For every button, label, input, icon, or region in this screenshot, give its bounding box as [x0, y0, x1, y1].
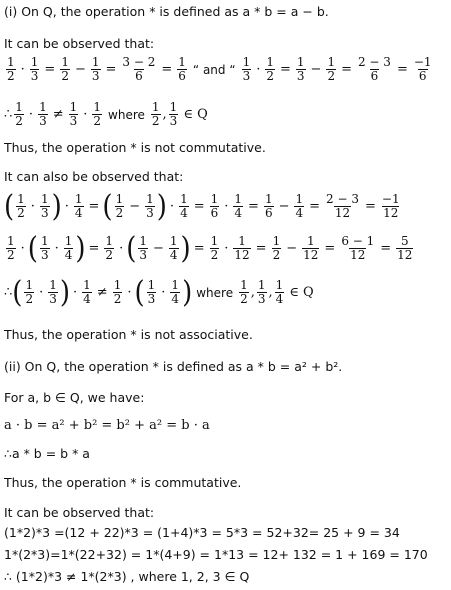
commutative-check-row: $\frac{1}{2}$ · $\frac{1}{3}$ = $\frac{1}{2}$ − $\frac{1}{3}$ = $\frac{3 - 2}{6}$ = $\frac{1}{6}$ “ and “ $\frac{1}{3}$ · $\frac{1}{2}$ = $\frac{1}{3}$ − $\frac{1}{2}$ = $\frac{2 - 3}{6}$ = $\frac{-1}{6}$: [7, 55, 432, 83]
not-associative-text: Thus, the operation * is not associative.: [4, 327, 253, 342]
observed-1: It can be observed that:: [4, 36, 155, 51]
commutative-text: Thus, the operation * is commutative.: [4, 475, 242, 490]
assoc-not-equal-row: ∴ ( $\frac{1}{2}$ · $\frac{1}{3}$ ) · $\frac{1}{4}$ ≠ $\frac{1}{2}$ · ( $\frac{1}{3}$ · $\frac{1}{4}$ ) where $\frac{1}{2}$ , $\frac{1}{3}$ , $\frac{1}{4}$ ∈ Q: [4, 275, 314, 310]
observed-2: It can also be observed that:: [4, 169, 184, 184]
for-a-b-text: For a, b ∈ Q, we have:: [4, 390, 145, 405]
therefore-a-b: ∴a * b = b * a: [4, 446, 90, 461]
commutative-equation: a · b = a² + b² = b² + a² = b · a: [4, 418, 210, 433]
q2-intro: (ii) On Q, the operation * is defined as a * b = a² + b².: [4, 359, 343, 374]
calculation-3: ∴ (1*2)*3 ≠ 1*(2*3) , where 1, 2, 3 ∈ Q: [4, 569, 250, 584]
q1-intro: (i) On Q, the operation * is defined as a * b = a − b.: [4, 4, 329, 19]
assoc-left-row: ( $\frac{1}{2}$ · $\frac{1}{3}$ ) · $\frac{1}{4}$ = ( $\frac{1}{2}$ − $\frac{1}{3}$ ) · $\frac{1}{4}$ = $\frac{1}{6}$ · $\frac{1}{4}$ = $\frac{1}{6}$ − $\frac{1}{4}$ = $\frac{2 - 3}{12}$ = $\frac{-1}{12}$: [4, 189, 400, 224]
calculation-2: 1*(2*3)=1*(22+32) = 1*(4+9) = 1*13 = 12+ 132 = 1 + 169 = 170: [4, 547, 428, 562]
not-equal-row: ∴ $\frac{1}{2}$ · $\frac{1}{3}$ ≠ $\frac{1}{3}$ · $\frac{1}{2}$ where $\frac{1}{2}$ , $\frac{1}{3}$ ∈ Q: [4, 100, 208, 128]
assoc-right-row: $\frac{1}{2}$ · ( $\frac{1}{3}$ · $\frac{1}{4}$ ) = $\frac{1}{2}$ · ( $\frac{1}{3}$ − $\frac{1}{4}$ ) = $\frac{1}{2}$ · $\frac{1}{12}$ = $\frac{1}{2}$ − $\frac{1}{12}$ = $\frac{6 - 1}{12}$ = $\frac{5}{12}$: [7, 231, 413, 266]
calculation-1: (1*2)*3 =(12 + 22)*3 = (1+4)*3 = 5*3 = 52+32= 25 + 9 = 34: [4, 525, 400, 540]
not-commutative-text: Thus, the operation * is not commutative.: [4, 140, 266, 155]
observed-3: It can be observed that:: [4, 505, 155, 520]
